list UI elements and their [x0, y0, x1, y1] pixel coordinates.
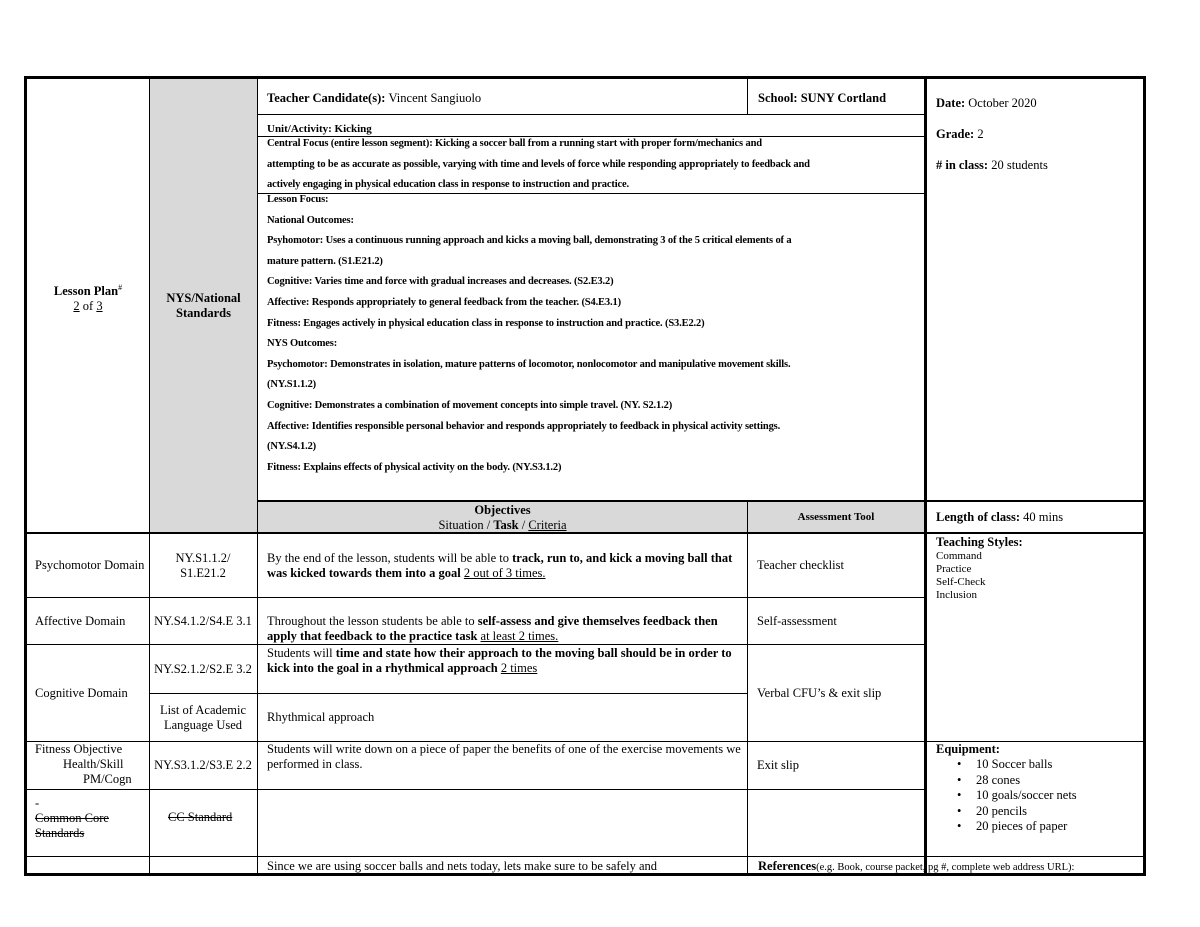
vline-1	[149, 78, 150, 875]
equipment-item: • 10 Soccer balls	[957, 757, 1053, 771]
vline-4	[924, 78, 927, 875]
affective-domain: Affective Domain	[35, 613, 126, 628]
references: References(e.g. Book, course packet, pg #, complete web address URL):	[758, 859, 1075, 873]
fitness-domain: Fitness Objective Health/Skill PM/Cogn	[35, 742, 132, 786]
equipment-item: • 10 goals/soccer nets	[957, 788, 1077, 802]
psychomotor-objective: By the end of the lesson, students will be able to track, run to, and kick a moving ball that was kicked towards them into a goal 2 out of 3 times.	[267, 550, 733, 580]
psychomotor-standard: NY.S1.1.2/ S1.E21.2	[175, 550, 231, 580]
equipment: Equipment: • 10 Soccer balls • 28 cones • 10 goals/soccer nets • 20 pencils • 20 pieces of paper	[936, 742, 1141, 854]
fitness-standard: NY.S3.1.2/S3.E 2.2	[154, 758, 252, 772]
lesson-focus: Lesson Focus: National Outcomes: Psyhomotor: Uses a continuous running approach and kicks a moving ball, demonstrating 3 of the 5 critical elements of a mature pattern. (S1.E21.2) Cognitive: Varies time and force with gradual increases and decreases. (S2.E3.2) Affective: Responds appropriately to general feedback from the teacher. (S4.E3.1) Fitness: Engages actively in physical education class in response to instruction and practice. (S3.E2.2) NYS Outcomes: Psychomotor: Demonstrates in isolation, mature patterns of locomotor, nonlocomotor and manipulative movement skills. (NY.S1.1.2) Cognitive: Demonstrates a combination of movement concepts into simple travel. (NY. S2.1.2) Affective: Identifies responsible personal behavior and responds appropriately to feedback in physical activity settings. (NY.S4.1.2) Fitness: Explains effects of physical activity on the body. (NY.S3.1.2)	[267, 194, 792, 473]
academic-language-label: List of Academic Language Used	[159, 702, 247, 732]
equipment-item: • 20 pieces of paper	[957, 819, 1068, 833]
teacher-candidate: Teacher Candidate(s): Vincent Sangiuolo	[267, 90, 482, 105]
standards-header: NYS/National Standards	[166, 291, 241, 320]
length-of-class: Length of class: 40 mins	[936, 509, 1064, 524]
lesson-plan-number: Lesson Plan# 2 of 3	[53, 282, 123, 314]
affective-objective: Throughout the lesson students be able to self-assess and give themselves feedback then apply that feedback to the practice task at least 2 times.	[267, 614, 718, 643]
common-core-standard: CC Standard	[168, 810, 233, 824]
cognitive-objective: Students will time and state how their approach to the moving ball should be in order to kick into the goal in a rhythmical approach 2 times	[267, 646, 732, 675]
safety-text: Since we are using soccer balls and nets today, lets make sure to be safely and	[267, 859, 658, 873]
affective-tool: Self-assessment	[757, 613, 837, 628]
central-focus: Central Focus (entire lesson segment): Kicking a soccer ball from a running start with proper form/mechanics and attempting to be as accurate as possible, varying with time and levels of force while responding appropriately to feedback and actively engaging in physical education class in response to instruction and practice.	[267, 138, 810, 191]
school: School: SUNY Cortland	[758, 90, 887, 105]
border-top	[24, 76, 1146, 79]
vline-3b	[747, 501, 748, 875]
unit-activity: Unit/Activity: Kicking	[267, 123, 372, 135]
vline-2	[257, 78, 258, 875]
border-right	[1143, 76, 1146, 876]
academic-language-value: Rhythmical approach	[267, 710, 375, 724]
objectives-header: Objectives Situation / Task / Criteria	[438, 503, 567, 532]
equipment-item: • 20 pencils	[957, 803, 1028, 818]
vline-3a	[747, 78, 748, 114]
hline-teacher	[257, 114, 926, 115]
cognitive-tool: Verbal CFU’s & exit slip	[757, 685, 882, 700]
affective-standard: NY.S4.1.2/S4.E 3.1	[154, 613, 252, 628]
psychomotor-domain: Psychomotor Domain	[35, 558, 145, 572]
psychomotor-tool: Teacher checklist	[757, 558, 844, 572]
hline-cc	[25, 856, 1144, 857]
fitness-tool: Exit slip	[757, 758, 800, 772]
common-core-label: - Common Core Standards	[35, 796, 109, 840]
cognitive-standard: NY.S2.1.2/S2.E 3.2	[154, 661, 252, 676]
equipment-item: • 28 cones	[957, 772, 1021, 787]
teaching-styles: Teaching Styles: Command Practice Self-Check Inclusion	[936, 535, 1023, 601]
class-info: Date: October 2020 Grade: 2 # in class: 20 students	[936, 96, 1048, 172]
border-left	[24, 76, 27, 876]
fitness-objective: Students will write down on a piece of paper the benefits of one of the exercise movements we performed in class.	[267, 742, 741, 771]
cognitive-domain: Cognitive Domain	[35, 685, 128, 700]
assessment-tool-header: Assessment Tool	[797, 510, 875, 523]
hline-fit	[25, 789, 925, 790]
equipment-list	[936, 757, 1141, 835]
